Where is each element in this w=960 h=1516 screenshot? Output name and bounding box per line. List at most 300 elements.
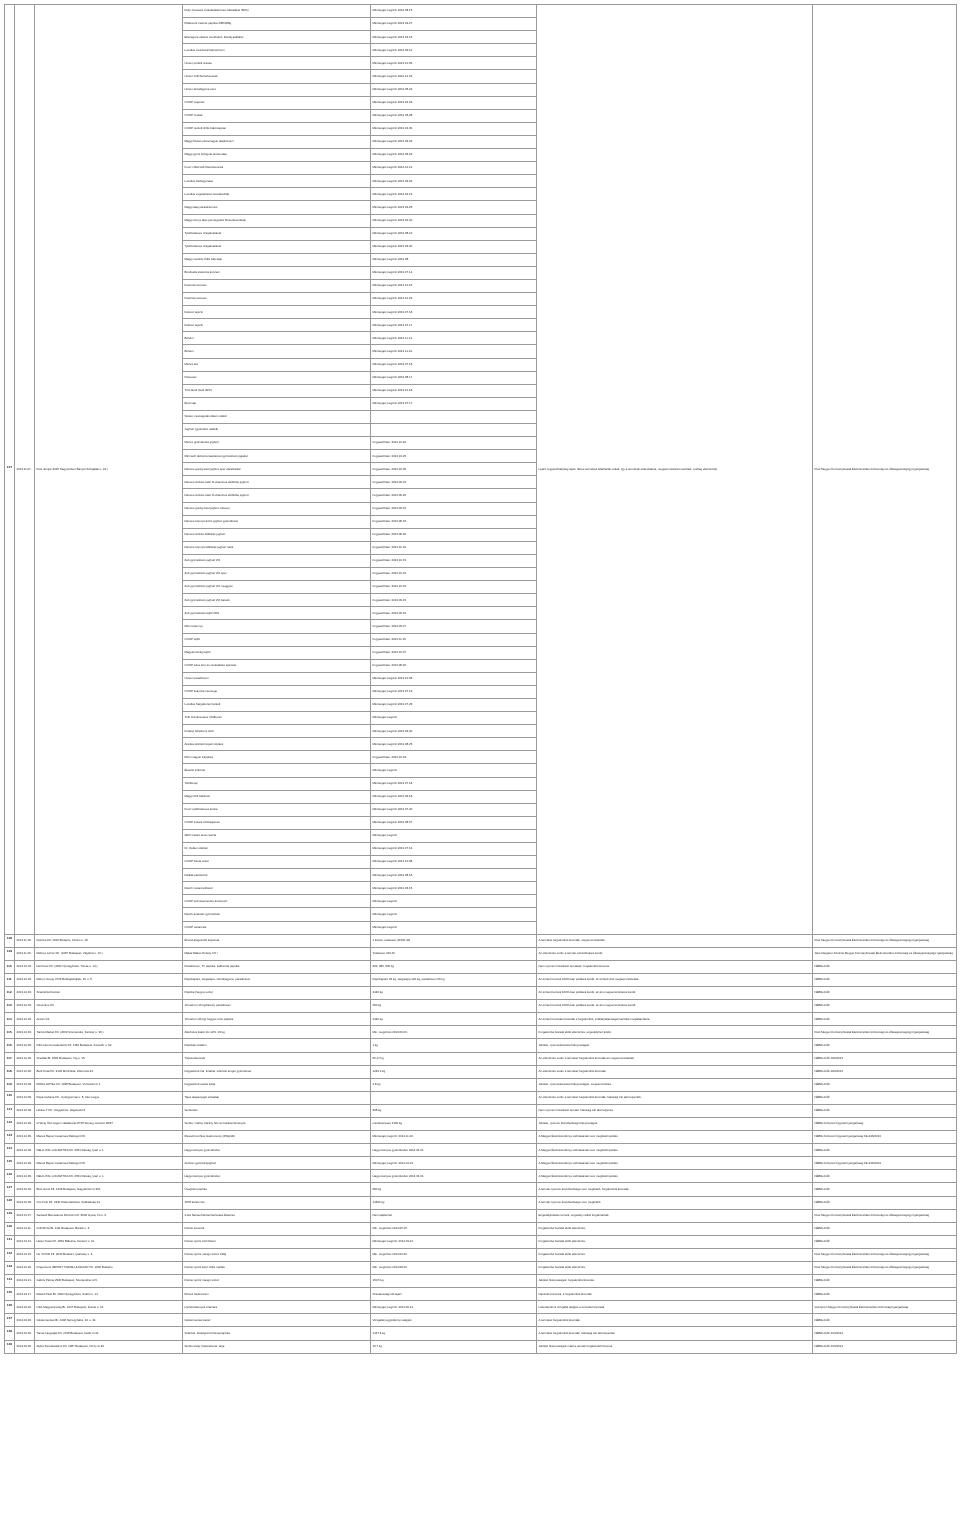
quantity-cell: Minőségét megőrzi 2013.07.18. (371, 306, 537, 319)
authority-cell: NÉBIH-KÁF-103/2014 (813, 1340, 957, 1353)
quantity-cell: Minőségét megőrzi 2013.04.03. (371, 96, 537, 109)
case-number: 116. (5, 1039, 15, 1052)
measure-cell: Az érintett termék 100%-ban pótlásra került, az áru megsemmisítésre került. (537, 987, 813, 1000)
product-cell: COOP szénsavmentes ásványvíz (183, 895, 371, 908)
authority-cell: NÉBIH-KÁF (813, 1222, 957, 1235)
table-row (5, 1275, 957, 1288)
product-cell: Maggi gyors bolognai tészta alap (183, 149, 371, 162)
quantity-cell: Nem tájékoztat (371, 1209, 537, 1222)
table-row (5, 1013, 957, 1026)
table-row (5, 1235, 957, 1248)
case-number: 126. (5, 1170, 15, 1183)
product-cell: Joghurt (gyümölcs nélküli) (183, 424, 371, 437)
quantity-cell: Minőségét megőrzi (371, 764, 537, 777)
quantity-cell: 65,17 kg (371, 1052, 537, 1065)
product-cell: 10 karton (10 kg/karton) paradicsom (183, 1000, 371, 1013)
table-row (5, 1000, 957, 1013)
authority-cell: NÉBIH Központi Ügyeleti Igazgatóság KE-446/2013 (813, 1157, 957, 1170)
measure-cell: Hamisított termék, a forgalomból kivonták. (537, 1288, 813, 1301)
product-cell: Mizo tehén tej (183, 620, 371, 633)
measure-cell: A terméket forgalomból kivonták, hatósági zár alá helyezték. (537, 1327, 813, 1340)
product-cell: Maggi mexikói chilis bab alap (183, 253, 371, 266)
measure-cell: A Magyar Élelmiszerkönyv előírásainak nem megfelelő jelölés. (537, 1131, 813, 1144)
case-number: 139. (5, 1340, 15, 1353)
authority-cell: NÉBIH-KÁF (813, 1104, 957, 1117)
table-row (5, 1144, 957, 1157)
case-number: 121. (5, 1104, 15, 1117)
quantity-cell: 680 kg (371, 1183, 537, 1196)
authority-cell: NÉBIH-KÁF (813, 1275, 957, 1288)
product-cell: Mesa-Krocchius Gastronomy (250g/db) (183, 1131, 371, 1144)
authority-cell: NÉBIH-KÁF-103/2014 (813, 1327, 957, 1340)
product-cell: Sütési, csomagolás dátum nélkül (183, 410, 371, 423)
case-supplier: Helex Torek Kft. 2861 Bábolna, Kertész u. 41. (35, 1235, 183, 1248)
quantity-cell: Minőségét megőrzi: 2014.06.14. (371, 1301, 537, 1314)
measure-cell: Jelölési, nyomonkövetési hiányosságok, megsemmisítés. (537, 1078, 813, 1091)
product-cell: Ellenagora vaskos menthalmi, illóolaj kaklalöp (183, 31, 371, 44)
authority-cell: Pest Megyei Kormányhivatal Élelmiszerlánc-biztonsági és Állategészségügyi Igazgatóság (813, 1248, 957, 1261)
authority-cell: Pest Megyei Kormányhivatal Élelmiszerlánc-biztonsági és Állategészségügyi Igazgatóság (813, 1262, 957, 1275)
quantity-cell: 1240,3 kg (371, 1065, 537, 1078)
product-cell: 10 karton (30 kg) hegyes erős paprika (183, 1013, 371, 1026)
case-number: 125. (5, 1157, 15, 1170)
case-supplier: Grill-Pizza Bt. 1111 Budapest, Bartók u. 3. (35, 1222, 183, 1235)
case-supplier: LIDL Magyarország Bt. 1037 Budapest, Ilosvai u. 16. (35, 1301, 183, 1314)
authority-cell: Pest Megyei Kormányhivatal Élelmiszerlánc-biztonsági és Állategészségügyi Igazgatóság (813, 1209, 957, 1222)
quantity-cell: 598 kg (371, 1104, 537, 1117)
table-row (5, 1301, 957, 1314)
product-cell: Danone könnyű élőflórás joghurt natúr (183, 541, 371, 554)
authority-cell: NÉBIH-KÁF (813, 1091, 957, 1104)
product-cell: Fűszer sprint mangó szósz (183, 1275, 371, 1288)
quantity-cell: Min. megőrzés 2014.08.20. (371, 1262, 537, 1275)
quantity-cell: 1 kg (371, 1039, 537, 1052)
measure-cell: A terméket forgalomból kivonták, megsemmisítették. (537, 934, 813, 947)
authority-cell: Jász-Nagykun-Szolnok Megyei Kormányhivatal Élelmiszerlánc-biztonsági és Állategészségügyi Igazgatóság (813, 947, 957, 960)
quantity-cell: Minőségét megőrzi 2013.08.15. (371, 5, 537, 18)
measure-cell: Nem nyomon követhető termék, hatósági zár alá helyezés. (537, 1104, 813, 1117)
quantity-cell: Minőségét megőrzi 2013.04.19. (371, 188, 537, 201)
product-cell: Maggi currys alap pennégedés fűszerkeverékek (183, 214, 371, 227)
case-supplier: Gabris Palma 2930 Budapest, Szentendrei út 5. (35, 1275, 183, 1288)
product-cell: Kókusz tejszín (183, 306, 371, 319)
product-cell: COOP reszelt chilis babszappan (183, 122, 371, 135)
case-number: 108. (5, 934, 15, 947)
measure-cell: A Magyar Élelmiszerkönyv előírásainak nem megfelelő jelölés. (537, 1157, 813, 1170)
measure-cell: Forgalomba hozatal előtti ellenőrzés. (537, 1222, 813, 1235)
quantity-cell: Minőségét megőrzi 2013.11.24. (371, 345, 537, 358)
product-cell: Maggi alap paradicsomos (183, 201, 371, 214)
product-cell: Danone görög krémjoghurt eper darabokkal (183, 463, 371, 476)
case-number: 136. (5, 1301, 15, 1314)
quantity-cell (371, 424, 537, 437)
product-cell: Auchan gyümölcsjoghurt (183, 1157, 371, 1170)
case-date: 2013.12.09. (15, 1078, 35, 1091)
quantity-cell: Minőségét megőrzi 2013.07.18. (371, 777, 537, 790)
table-row (5, 1052, 957, 1065)
quantity-cell: Minőségét megőrzi 2013.07.17. (371, 397, 537, 410)
authority-cell: NÉBIH-KÁF (813, 1078, 957, 1091)
quantity-cell: Minőségét megőrzi 2013.06.04. (371, 135, 537, 148)
measure-cell: A termék nyomon követhetősége nem megfelelő. (537, 1196, 813, 1209)
case-number: 114. (5, 1013, 15, 1026)
table-row (5, 1327, 957, 1340)
case-supplier: Tantra Market Kft. (2000 Szentendre, Kertész u. 36.) (35, 1026, 183, 1039)
authority-cell: NÉBIH-KÁF (813, 1000, 957, 1013)
case-date: 2014.01.11. (15, 1222, 35, 1235)
quantity-cell: Minőségét megőrzi 2013.04.15. (371, 31, 537, 44)
authority-cell: NÉBIH-KÁF (813, 1144, 957, 1157)
case-number: 109. (5, 947, 15, 960)
quantity-cell: Vizsgálati jegyzőkönyv alapján (371, 1314, 537, 1327)
product-cell: Maggi chili babkrém (183, 790, 371, 803)
quantity-cell: Minőségét megőrzi 2013.07.16. (371, 843, 537, 856)
quantity-cell: Minőségét megőrzi 2013.10.08. (371, 856, 537, 869)
measure-cell: Az érintett terméket kivonták a forgalomból, szabálytalanságok kerültek megállapításra. (537, 1013, 813, 1026)
product-cell: Danone Activia natúr D-vitaminos élőflórás joghurt (183, 476, 371, 489)
case-date: 2014.01.21. (15, 1275, 35, 1288)
product-cell: Tápszerkeverék (183, 1052, 371, 1065)
authority-cell: Pest Megyei Kormányhivatal Élelmiszerlánc-biztonsági és Állategészségügyi Igazgatóság (813, 5, 957, 935)
product-cell: Zott gyümölcsös joghurt 2% eper (183, 568, 371, 581)
case-date: 2013.11.18. (15, 934, 35, 947)
case-number: 119. (5, 1078, 15, 1091)
authority-cell: NÉBIH-KÁF (813, 1314, 957, 1327)
case-date: 2013.12.06. (15, 1052, 35, 1065)
quantity-cell: Minőségét megőrzi 2013.07.20. (371, 803, 537, 816)
table-row (5, 973, 957, 986)
authority-cell: Pest Megyei Kormányhivatal Élelmiszerlánc-biztonsági és Állategészségügyi Igazgatóság (813, 1026, 957, 1039)
product-cell: ARO instant leves tészta (183, 829, 371, 842)
product-cell: Zott gyümölcsös joghurt 2% barack (183, 594, 371, 607)
table-row (5, 947, 957, 960)
product-cell: Kukorica szemes (183, 279, 371, 292)
product-cell: Paradicsom, TV paprika, kaliforniai paprika (183, 960, 371, 973)
case-supplier: Ck. FOOD Kft. 2040 Budaörs, Ipartelep u. 6. (35, 1248, 183, 1261)
case-date: 2013.12.03. (15, 1000, 35, 1013)
product-cell: Maggi Ízletes pirosmagyar alaplöveszt (183, 135, 371, 148)
quantity-cell: Fogyasztható: 2013.09.15. (371, 476, 537, 489)
table-row (5, 1340, 957, 1353)
product-cell: Paprika (hegyes erős) (183, 987, 371, 1000)
product-cell: Mézes gyümölcsös joghurt (183, 437, 371, 450)
product-cell: Kelly Crossant csokoládékrémes töltelékkel (50%) (183, 5, 371, 18)
measure-cell: Jelölési, nyomon követhetőségi hiányosságok. (537, 1117, 813, 1130)
product-cell: Étrend-kiegészítő kapszula (183, 934, 371, 947)
product-cell: COOP narancslé (183, 921, 371, 934)
quantity-cell: Fogyasztható: 2013.09.20. (371, 489, 537, 502)
case-supplier: Tamar Hegyaljai Kft. 2198 Budapest, Határ út 31. (35, 1327, 183, 1340)
quantity-cell: Fogyasztható: 2013.10.15. (371, 581, 537, 594)
measure-cell: Forgalomba hozatal előtti ellenőrzés. (537, 1235, 813, 1248)
table-row (5, 1170, 957, 1183)
case-date: 2014.01.09. (15, 1196, 35, 1209)
quantity-cell: 250 kg (371, 1000, 537, 1013)
case-number: 127. (5, 1183, 15, 1196)
case-supplier: Dobriva Kft. 2040 Budaörs, Kinizsi u. 18. (35, 934, 183, 947)
product-cell: Gluténmentes keksz (183, 1314, 371, 1327)
recall-table (4, 4, 957, 1354)
quantity-cell: Minőségét megőrzi: 2014.11.20. (371, 1131, 537, 1144)
case-number: 113. (5, 1000, 15, 1013)
product-cell: Kotányi fehérbors őrölt (183, 725, 371, 738)
measure-cell: A termék nyomon követhetősége nem megfelelő, forgalomból kivonták. (537, 1183, 813, 1196)
quantity-cell: Fogyasztható: 2013.10.05. (371, 463, 537, 476)
quantity-cell: Minőségét megőrzi 2013.06.02. (371, 175, 537, 188)
case-number: 111. (5, 973, 15, 986)
quantity-cell: Fogyasztható: 2013.09.15. (371, 502, 537, 515)
product-cell: COOP instant zöldségleves (183, 816, 371, 829)
table-row (5, 1078, 957, 1091)
quantity-cell: Tételesen 240 db (371, 947, 537, 960)
authority-cell: NÉBIH-KÁF (813, 1183, 957, 1196)
table-row (5, 934, 957, 947)
case-number: 123. (5, 1131, 15, 1144)
table-row (5, 1209, 957, 1222)
product-cell: Mini kefir dobozos kaukázusi gyümölcsös jógaital (183, 450, 371, 463)
case-date: 2014.01.20. (15, 1262, 35, 1275)
quantity-cell: Minőségét megőrzi (371, 921, 537, 934)
product-cell: COOP édes túró és csokoládés tejszelet (183, 659, 371, 672)
case-number: 129. (5, 1209, 15, 1222)
table-row (5, 1026, 957, 1039)
measure-cell: Az ellenőrzés során a termék visszahívásra került. (537, 947, 813, 960)
table-row (5, 1196, 957, 1209)
case-date: 2013.12.09. (15, 1131, 35, 1144)
table-row (5, 987, 957, 1000)
authority-cell: NÉBIH Központi Ügyeleti Igazgatóság (813, 1117, 957, 1130)
quantity-cell: Fogyasztható: 2013.08.15. (371, 515, 537, 528)
quantity-cell: Minőségét megőrzi 2013.07.17. (371, 319, 537, 332)
product-cell: Élesztő szárított (183, 764, 371, 777)
authority-cell: NÉBIH-KÁF (813, 1235, 957, 1248)
quantity-cell: Fogyasztható: 2013.10.15. (371, 568, 537, 581)
product-cell: COOP tejföl (183, 633, 371, 646)
product-cell: Üvegházi paprika (183, 1183, 371, 1196)
case-number: 120. (5, 1091, 15, 1104)
case-supplier: Maresi Bejcei Cesarinea Pakisgort Kft. (35, 1131, 183, 1144)
measure-cell: Az érintett termék 100%-ban pótlásra került, az áru megsemmisítésre került. (537, 1000, 813, 1013)
measure-cell: Jelölési hiányosságok, forgalomból kivonás. (537, 1275, 813, 1288)
product-cell: Hagyományos gyümölcsbor (183, 1170, 371, 1183)
case-number: 117. (5, 1052, 15, 1065)
case-supplier: Deli Karo Kft. (4031 Nyíregyháza, Tünde u. 14.) (35, 960, 183, 973)
measure-cell: Az ellenőrzés során a terméket forgalomból kivonták és megsemmisítették. (537, 1052, 813, 1065)
quantity-cell: Minőségét megőrzi (371, 908, 537, 921)
case-date: 2013.12.06. (15, 1065, 35, 1078)
case-supplier: el Wing Ölvi-cégem vállalkozás 8745 Sümeg, Hosszú 28/97 (35, 1117, 183, 1130)
quantity-cell: 1447,6 kg (371, 1327, 537, 1340)
case-date: 2014.01.16. (15, 1248, 35, 1261)
product-cell: Fűszer keverék (183, 1222, 371, 1235)
product-cell: Mézes tea (183, 358, 371, 371)
product-cell: Sertéshús (183, 1104, 371, 1117)
case-supplier: Maresi Bejcei Cesarinea Pakisgort Kft. (35, 1157, 183, 1170)
case-supplier: Pest Jumpé 4026 Nagyszeben Bányai Szolgálati u. 15.) (35, 5, 183, 935)
measure-cell: Az érintett termék 100%-ban pótlásra került, az érintett árut megsemmisítették. (537, 973, 813, 986)
quantity-cell: Minőségét megőrzi 2013.08. (371, 253, 537, 266)
product-cell: Sertés, marha, bárány hús és húskészítmények (183, 1117, 371, 1130)
authority-cell: NÉBIH-KÁF (813, 1170, 957, 1183)
case-date: 2013.12.03. (15, 1026, 35, 1039)
product-cell: Mizo magyar trappista (183, 751, 371, 764)
quantity-cell: 150,5 kg (371, 1275, 537, 1288)
case-number: 124. (5, 1144, 15, 1157)
case-date: 2013.12.03. (15, 987, 35, 1000)
product-cell: COOP kukorica csemege (183, 685, 371, 698)
case-date: 2014.04.20. (15, 1301, 35, 1314)
product-cell: Fűszer sprint kész chilis mártás (183, 1262, 371, 1275)
product-cell: Aranka szárított tépett csipkés (183, 738, 371, 751)
quantity-cell: 14400 kg (371, 1196, 537, 1209)
case-supplier: Metryn Group 3726 Boldogkőújfalu, Fő u. 5. (35, 973, 183, 986)
case-number: 107. (5, 5, 15, 935)
quantity-cell: Minőségét megőrzi 2013.04.25. (371, 201, 537, 214)
case-supplier: Oro Fruit Kft. 2340 Kiskunlacháza, Szabadság 24. (35, 1196, 183, 1209)
authority-cell: NÉBIH-KÁF (813, 1196, 957, 1209)
quantity-cell: Minőségét megőrzi 2013.07.14. (371, 266, 537, 279)
case-supplier: Rékód Pack Bt. 4400 Nyíregyháza, Szabó u. 14. (35, 1288, 183, 1301)
product-cell: Dr. Oetker sütőpor (183, 843, 371, 856)
table-row (5, 1131, 957, 1144)
product-cell: Knorr tyúkhúsleves kocka (183, 803, 371, 816)
product-cell: Fagyasztott sertés karaj (183, 1078, 371, 1091)
table-row (5, 1039, 957, 1052)
case-date: 2013.11.07. (15, 5, 35, 935)
authority-cell: NÉBIH-KÁF-040/2013 (813, 1065, 957, 1078)
quantity-cell: Minőségét megőrzi 2013.05.04. (371, 149, 537, 162)
quantity-cell: Minőségét megőrzi (371, 895, 537, 908)
case-number: 138. (5, 1327, 15, 1340)
quantity-cell: Fogyasztható: 2013.09.07. (371, 620, 537, 633)
product-cell: COOP majonéz (183, 96, 371, 109)
authority-cell: NÉBIH-KÁF (813, 1013, 957, 1026)
case-date: 2013.11.26. (15, 947, 35, 960)
table-row (5, 1065, 957, 1078)
quantity-cell: Minőségét megőrzi 2013.09.10. (371, 44, 537, 57)
product-cell: Zott gyümölcsös joghurt 2% (183, 554, 371, 567)
quantity-cell: Minőségét megőrzi 2013.10.23. (371, 293, 537, 306)
table-row (5, 5, 957, 18)
case-number: 131. (5, 1235, 15, 1248)
product-cell: Fűszer sprint zöld fűszer (183, 1235, 371, 1248)
case-number: 118. (5, 1065, 15, 1078)
quantity-cell: Min. megőrzés 2014.04.30. (371, 1248, 537, 1261)
quantity-cell: Fogyasztható: 2013.09.15. (371, 607, 537, 620)
product-cell: Danone Activia natúr D-vitaminos élőflórás joghurt (183, 489, 371, 502)
product-cell: Tóth krémlevespor zöldborsó (183, 712, 371, 725)
quantity-cell: Minőségét megőrzi 2013.04.30. (371, 122, 537, 135)
quantity-cell: 19,7 kg (371, 1340, 537, 1353)
case-number: 112. (5, 987, 15, 1000)
quantity-cell: Minőségét megőrzi 2013.08.18. (371, 869, 537, 882)
product-cell: Tortilla lap (183, 777, 371, 790)
quantity-cell: Fogyasztható: 2013.10.16. (371, 541, 537, 554)
authority-cell: NÉBIH Központi Ügyeleti Igazgatóság KE-446/2013 (813, 1131, 957, 1144)
recall-report-document (4, 4, 956, 1512)
case-date: 2013.12.09. (15, 1170, 35, 1183)
quantity-cell: 2440 kg (371, 987, 537, 1000)
quantity-cell: Minőségét megőrzi 2013.08.07. (371, 816, 537, 829)
product-cell: Danone Activia élőflórás joghurt (183, 528, 371, 541)
measure-cell: Laboratóriumi vizsgálat alapján a terméket kivonták. (537, 1301, 813, 1314)
case-date: 2013.12.09. (15, 1104, 35, 1117)
case-date: 2013.12.05. (15, 1039, 35, 1052)
case-date: 2013.12.09. (15, 1144, 35, 1157)
case-number: 122. (5, 1117, 15, 1130)
quantity-cell: Fogyasztható: 2013.10.03. (371, 751, 537, 764)
case-number: 137. (5, 1314, 15, 1327)
case-supplier: Hódos-T Kft., Nagykőrös, Hügelestő 8 (35, 1104, 183, 1117)
product-cell: Lisztérzékenyek számára (183, 1301, 371, 1314)
quantity-cell: Minőségét megőrzi 2013.05.24. (371, 83, 537, 96)
quantity-cell: Minőségét megőrzi 2013.10.05. (371, 672, 537, 685)
product-cell: Rauch ananász gyümölcslé (183, 908, 371, 921)
product-cell: 1878 kartón kivi (183, 1196, 371, 1209)
table-row (5, 1117, 957, 1130)
case-number: 134. (5, 1275, 15, 1288)
product-cell: Tyúkhúsleves rizsgaluskával (183, 240, 371, 253)
product-cell: Lucullus mozdonál barnarizmm (183, 44, 371, 57)
authority-cell: NÉBIH-KÁF (813, 960, 957, 973)
product-cell: Bohém (183, 345, 371, 358)
case-supplier: P&G Hús Kereskedelmi Kft. 1184 Budapest, Kossuth u. 62. (35, 1039, 183, 1052)
product-cell: Sertés karaj, hátszalonna, tarja (183, 1340, 371, 1353)
table-row (5, 1183, 957, 1196)
table-row (5, 1222, 957, 1235)
quantity-cell: Fogyasztható: 2013.08.20. (371, 659, 537, 672)
measure-cell: Nem nyomon követhető termékek, forgalomból kivonva. (537, 960, 813, 973)
case-date: 2013.12.09. (15, 1091, 35, 1104)
table-row (5, 1157, 957, 1170)
quantity-cell: Minőségét megőrzi 2013.03.27. (371, 18, 537, 31)
product-cell: COOP mustár (183, 109, 371, 122)
quantity-cell: Hagyományos gyümölcsbor 2014.04.01. (371, 1170, 537, 1183)
product-cell: Zott gyümölcsös joghurt 2% meggyes (183, 581, 371, 594)
case-date: 2014.04.17. (15, 1288, 35, 1301)
case-supplier: Sarasoft Biocsalorva Divizium Kft. 8000 Gyula, Fő u. 6. (35, 1209, 183, 1222)
case-supplier: Mebrex Lőrinc Kft. (1097 Budapest, Vágóhíd u. 13.) (35, 947, 183, 960)
quantity-cell: Minőségét megőrzi 2013.10.18. (371, 384, 537, 397)
case-number: 128. (5, 1196, 15, 1209)
quantity-cell: Fogyasztható: 2013.10.20. (371, 437, 537, 450)
product-cell: Bohém (183, 332, 371, 345)
quantity-cell: Minőségét megőrzi 2013.07.19. (371, 685, 537, 698)
quantity-cell: Minőségét megőrzi 2013.04.20. (371, 214, 537, 227)
table-row (5, 1262, 957, 1275)
case-supplier: Fingerment IMPORT TRADE HUNGARY Kft. 2040 Budaörs (35, 1262, 183, 1275)
table-row (5, 1248, 957, 1261)
product-cell: Danone könnyű ánizs joghurt gyümölcsös (183, 515, 371, 528)
case-supplier: Gluténmentes Bt. 4400 Nyíregyháza, Fő u. 44. (35, 1314, 183, 1327)
product-cell: Hagyományos gyümölcsbor (183, 1144, 371, 1157)
product-cell: Lucullus Sárgaborsó hántolt (183, 698, 371, 711)
authority-cell: NÉBIH-KÁF (813, 1039, 957, 1052)
product-cell: Fűszer sprint mangó szósz 190g (183, 1248, 371, 1261)
quantity-cell: Minőségét megőrzi: 2014.01.01. (371, 1157, 537, 1170)
product-cell: Rizses húskonzerv (183, 1288, 371, 1301)
case-supplier: DELK-ITAL LOGISZTIKA Kft. 2651 Rétság, Ipari u. 1. (35, 1144, 183, 1157)
case-date: 2013.12.09. (15, 1117, 35, 1130)
quantity-cell: Minőségét megőrzi 2013.05.28. (371, 109, 537, 122)
case-date: 2013.12.03. (15, 973, 35, 986)
quantity-cell (371, 410, 537, 423)
product-cell: Kókusz tejszín (183, 319, 371, 332)
quantity-cell: Fogyasztható: 2013.10.07. (371, 646, 537, 659)
product-cell: Tyúkhúsleves rizsgaluskával (183, 227, 371, 240)
measure-cell: A Magyar Élelmiszerkönyv előírásainak nem megfelelő jelölés. (537, 1170, 813, 1183)
product-cell: Lucullus vegetáriánus leveskockák (183, 188, 371, 201)
